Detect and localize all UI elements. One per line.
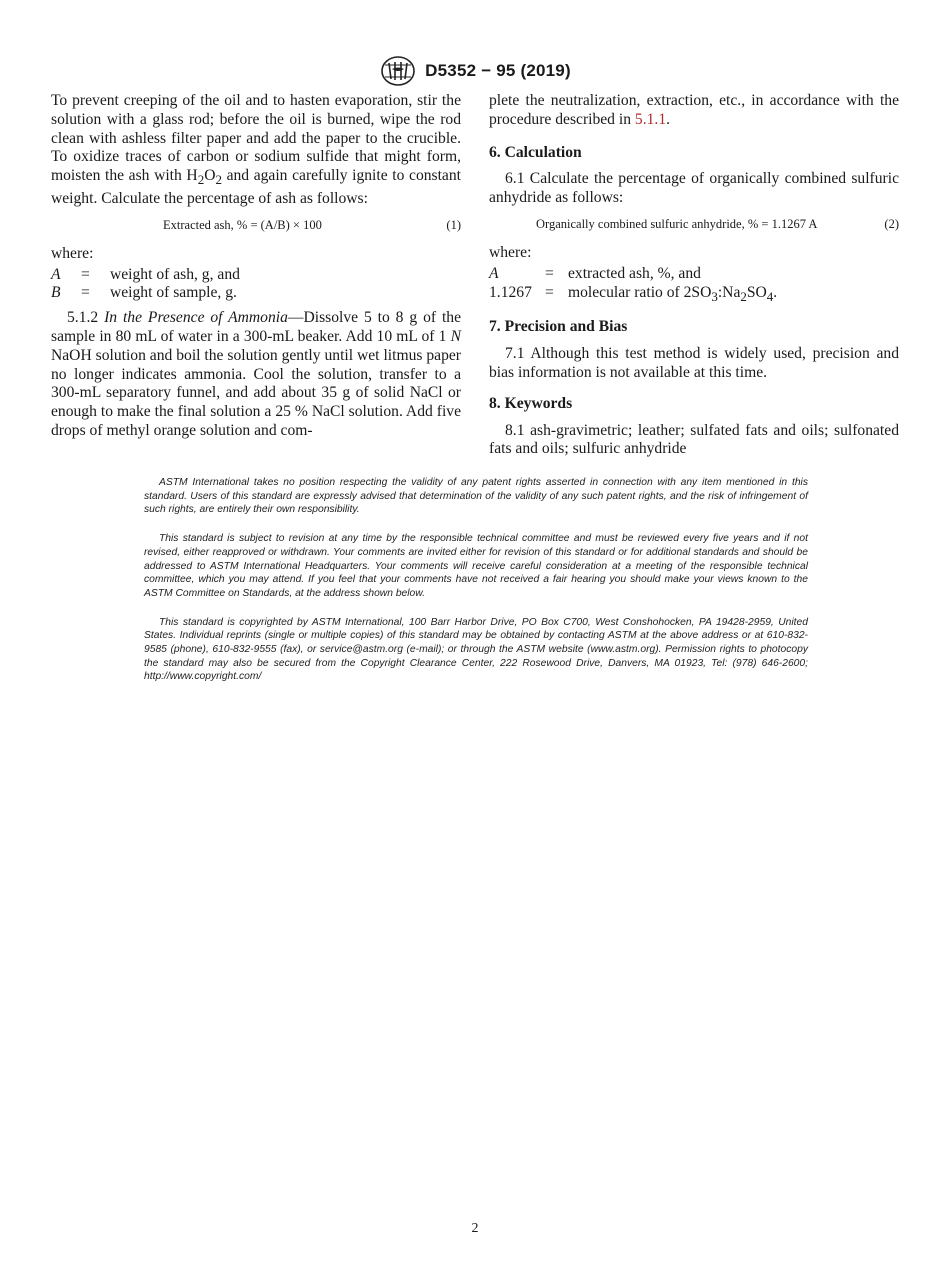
equation-1 <box>51 216 461 235</box>
where-label: where: <box>51 244 94 262</box>
intro-paragraph: To prevent creeping of the oil and to hasten evaporation, stir the solution with a glass rod; before the oil is burned, wipe the rod clean with ashless filter paper and add the paper to the crucible. To oxidize traces of carbon or sodium sulfide that might form, moisten the ash with $H_2O_2$ and again carefully ignite to constant weight. Calculate the percentage of ash as follows: <box>51 92 461 208</box>
section-heading-keywords: 8. Keywords <box>489 394 573 412</box>
section-heading-calculation: 6. Calculation <box>489 143 582 161</box>
equation-1-number: (1) <box>446 217 461 232</box>
section-7-1: 7.1 Although this test method is widely used, precision and bias information is not available at this time. <box>489 345 899 382</box>
section-6-1: 6.1 Calculate the percentage of organically combined sulfuric anhydride as follows: <box>489 170 899 207</box>
left-column <box>51 92 461 441</box>
notice-revision: This standard is subject to revision at any time by the responsible technical committee and must be reviewed every five years and if not revised, either reapproved or withdrawn. Your comments are invited either for revision of this standard or for additional standards and should be addressed to ASTM International Headquarters. Your comments will receive careful consideration at a meeting of the responsible technical committee, which you may attend. If you feel that your comments have not received a fair hearing you should make your views known to the ASTM Committee on Standards, at the address shown below. <box>144 533 808 599</box>
equation-2-number: (2) <box>884 216 899 231</box>
equation-2-expression: Organically combined sulfuric anhydride, % = 1.1267 A <box>536 216 818 231</box>
equation-1-expression: Extracted ash, % = (A/B) × 100 <box>163 217 322 232</box>
where-label: where: <box>489 243 532 261</box>
definition-item: B = weight of sample, g. <box>51 284 237 302</box>
right-column <box>489 92 899 459</box>
astm-logo-icon <box>379 55 417 87</box>
notice-copyright: This standard is copyrighted by ASTM International, 100 Barr Harbor Drive, PO Box C700, West Conshohocken, PA 19428-2959, United States. Individual reprints (single or multiple copies) of this standard may be obtained by contacting ASTM at the above address or at 610-832-9585 (phone), 610-832-9555 (fax), or service@astm.org (e-mail); or through the ASTM website (www.astm.org). Permission rights to photocopy the standard may also be secured from the Copyright Clearance Center, 222 Rosewood Drive, Danvers, MA 01923, Tel: (978) 646-2600; http://www.copyright.com/ <box>144 616 808 683</box>
section-heading-precision-bias: 7. Precision and Bias <box>489 318 628 336</box>
page-number: 2 <box>471 1221 479 1236</box>
definition-item: A = extracted ash, %, and <box>489 264 701 282</box>
section-5-1-2: 5.1.2 In the Presence of Ammonia—Dissolve 5 to 8 g of the sample in 80 mL of water in a 300-mL beaker. Add 10 mL of 1 N NaOH solution and boil the solution gently until wet litmus paper no longer indicates ammonia. Cool the solution, transfer to a 300-mL separatory funnel, and add about 35 g of solid NaCl or enough to make the final solution a 25 % NaCl solution. Add five drops of methyl orange solution and com- <box>51 309 462 440</box>
equation-2 <box>489 215 899 234</box>
definition-item: 1.1267 = molecular ratio of $2SO_3:Na_2SO_4$. <box>489 283 778 304</box>
page-header <box>0 54 950 88</box>
definition-item: A = weight of ash, g, and <box>51 265 240 283</box>
section-8-1: 8.1 ash-gravimetric; leather; sulfated fats and oils; sulfonated fats and oils; sulfuric anhydride <box>489 421 899 458</box>
notice-patent: ASTM International takes no position respecting the validity of any patent rights asserted in connection with any item mentioned in this standard. Users of this standard are expressly advised that determination of the validity of any such patent rights, and the risk of infringement of such rights, are entirely their own responsibility. <box>144 477 808 516</box>
section-link-5-1-1[interactable]: 5.1.1 <box>634 110 667 128</box>
definition-list <box>51 266 461 304</box>
definition-list <box>489 265 899 307</box>
astm-notices <box>144 476 808 699</box>
continuation-paragraph: plete the neutralization, extraction, etc., in accordance with the procedure described in 5.1.1. <box>489 92 899 128</box>
standard-designation: D5352 − 95 (2019) <box>425 61 571 80</box>
